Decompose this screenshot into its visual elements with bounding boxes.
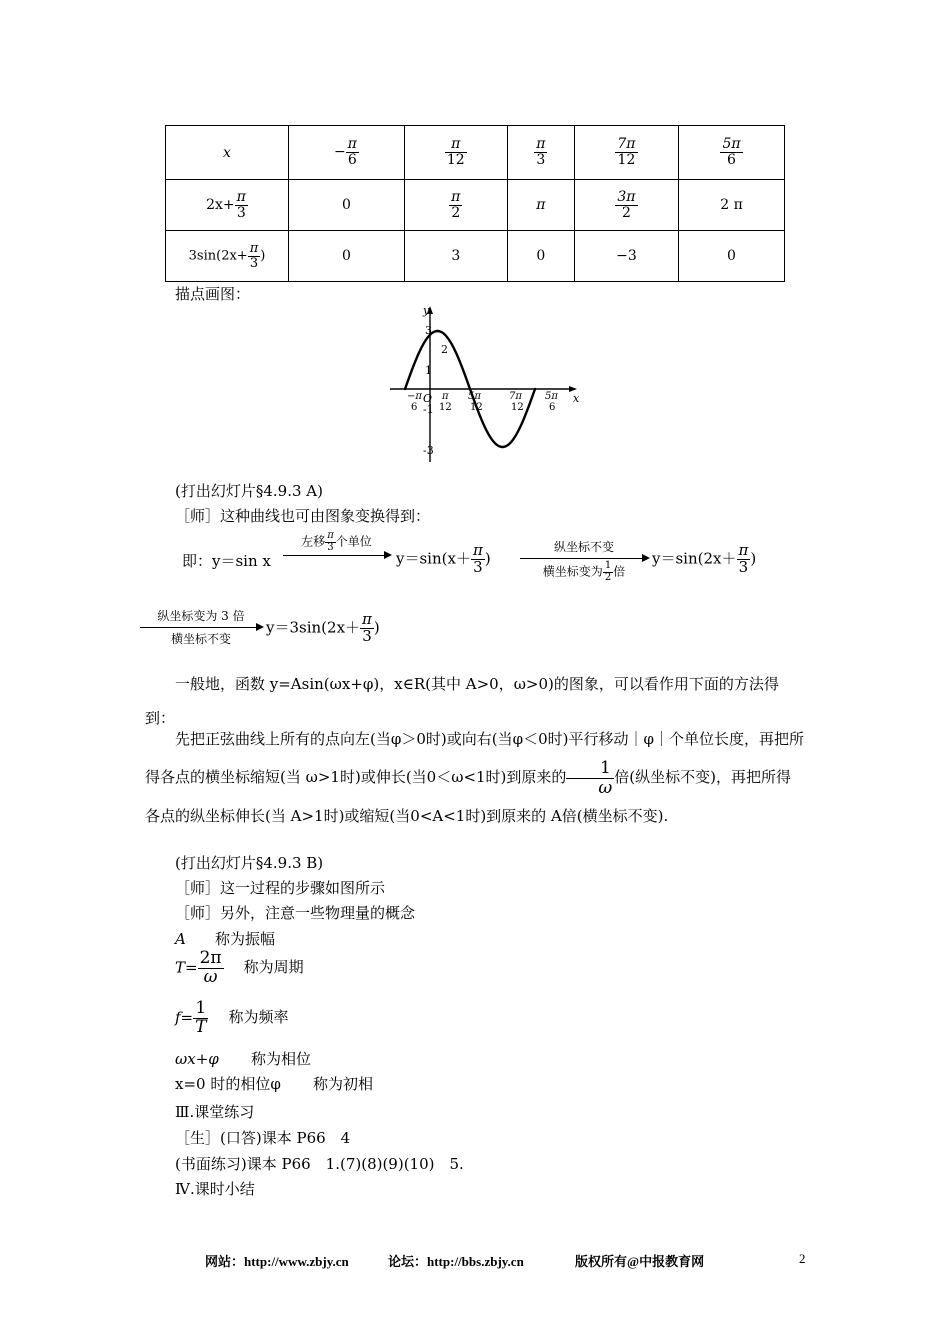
transform-arrow-3: 纵坐标变为 3 倍 横坐标不变 bbox=[140, 607, 262, 647]
footer-copyright: 版权所有@中报教育网 bbox=[575, 1254, 705, 1269]
section-3-heading: Ⅲ.课堂练习 bbox=[175, 1103, 255, 1121]
table-cell: −3 bbox=[574, 231, 678, 282]
table-cell: π bbox=[507, 180, 574, 231]
table-cell: 2x+ $\frac{\pi}{3}$ bbox=[166, 180, 289, 231]
table-cell: 0 bbox=[289, 180, 405, 231]
table-cell: $\frac{\pi}{2}$ bbox=[404, 180, 507, 231]
origin-label: O bbox=[423, 392, 433, 405]
initial-phase-def: x=0 时的相位φ 称为初相 bbox=[175, 1075, 374, 1093]
x-axis-label: x bbox=[573, 392, 580, 405]
transform-lead: 即：y＝sin x bbox=[182, 552, 271, 570]
teacher-line-2: ［师］这一过程的步骤如图所示 bbox=[175, 879, 386, 897]
teacher-line-1: ［师］这种曲线也可由图象变换得到： bbox=[175, 507, 431, 525]
y-tick-label: -3 bbox=[423, 444, 434, 457]
transform-arrow-1: 左移 $\frac{\pi}{3}$ 个单位 bbox=[283, 531, 390, 556]
y-tick-label: 2 bbox=[441, 343, 448, 356]
teacher-line-3: ［师］另外，注意一些物理量的概念 bbox=[175, 904, 416, 922]
footer-site: 网站：http://www.zbjy.cn bbox=[205, 1254, 349, 1269]
table-cell: 2 π bbox=[679, 180, 785, 231]
plot-caption: 描点画图： bbox=[175, 285, 251, 303]
x-tick-label: 12 bbox=[439, 402, 452, 413]
oral-exercise: ［生］(口答)课本 P66 4 bbox=[175, 1129, 351, 1147]
table-row bbox=[166, 180, 785, 231]
table-cell: x bbox=[166, 126, 289, 180]
frequency-def: f= $\frac{1}{T}$ 称为频率 bbox=[175, 998, 289, 1037]
transform-arrow-2: 纵坐标不变 横坐标变为 $\frac{1}{2}$ 倍 bbox=[520, 538, 648, 583]
y-tick-label: 3 bbox=[425, 324, 432, 337]
curve-point bbox=[501, 446, 503, 448]
y-tick-label: 1 bbox=[425, 364, 432, 377]
curve-point bbox=[534, 388, 536, 390]
table-cell: 3sin(2x+ $\frac{\pi}{3}$ ) bbox=[166, 231, 289, 282]
general-paragraph-1: 一般地，函数 y=Asin(ωx+φ)，x∈R(其中 A>0，ω>0)的图象，可以看作用下面的方法得到： bbox=[145, 675, 779, 727]
y-tick-label: -1 bbox=[423, 403, 434, 416]
x-tick-label: 7π bbox=[509, 391, 522, 402]
sine-graph bbox=[385, 302, 585, 467]
table-cell: $\frac{\pi}{3}$ bbox=[507, 126, 574, 180]
footer-forum: 论坛：http://bbs.zbjy.cn bbox=[388, 1254, 524, 1269]
table-cell: 0 bbox=[507, 231, 574, 282]
curve-point bbox=[436, 330, 438, 332]
table-cell: $\frac{\pi}{12}$ bbox=[404, 126, 507, 180]
x-tick-label: 5π bbox=[545, 391, 558, 402]
x-tick-label: 6 bbox=[411, 402, 418, 413]
table-cell: $\frac{3\pi}{2}$ bbox=[574, 180, 678, 231]
y-axis-label: y bbox=[423, 304, 430, 317]
table-row bbox=[166, 126, 785, 180]
phase-def: ωx+φ 称为相位 bbox=[175, 1050, 312, 1068]
x-tick-label: −π bbox=[407, 391, 422, 402]
page-number: 2 bbox=[799, 1251, 806, 1266]
curve-point bbox=[469, 388, 471, 390]
transform-step-3: y＝sin(2x＋ $\frac{\pi}{3}$ ) bbox=[652, 541, 757, 576]
slide-a: (打出幻灯片§4.9.3 A) bbox=[175, 482, 323, 500]
table-cell: $\frac{5\pi}{6}$ bbox=[679, 126, 785, 180]
x-tick-label: 12 bbox=[511, 402, 524, 413]
table-cell: 0 bbox=[289, 231, 405, 282]
x-tick-label: 5π bbox=[468, 391, 481, 402]
section-4-heading: Ⅳ.课时小结 bbox=[175, 1180, 255, 1198]
table-cell: − $\frac{\pi}{6}$ bbox=[289, 126, 405, 180]
value-table bbox=[165, 125, 785, 282]
general-paragraph-2: 先把正弦曲线上所有的点向左(当φ＞0时)或向右(当φ＜0时)平行移动｜φ｜个单位长度，再把所得各点的横坐标缩短(当 ω>1时)或伸长(当0＜ω<1时)到原来的 $\frac{1}{\omega}$ 倍(纵坐标不变)，再把所得各点的纵坐标伸长(当 A>1时)或缩短(当0<A<1时)到原来的 A倍(横坐标不变). bbox=[145, 730, 805, 826]
table-row bbox=[166, 231, 785, 282]
table-cell: $\frac{7\pi}{12}$ bbox=[574, 126, 678, 180]
amplitude-def: A 称为振幅 bbox=[175, 930, 276, 948]
transform-step-4: y＝3sin(2x＋ $\frac{\pi}{3}$ ) bbox=[266, 610, 380, 645]
x-tick-label: 12 bbox=[470, 402, 483, 413]
period-def: T= $\frac{2\pi}{\omega}$ 称为周期 bbox=[175, 948, 304, 987]
x-tick-label: 6 bbox=[549, 402, 556, 413]
curve-point bbox=[404, 388, 406, 390]
written-exercise: (书面练习)课本 P66 1.(7)(8)(9)(10) 5. bbox=[175, 1155, 464, 1173]
x-tick-label: π bbox=[442, 391, 449, 402]
table-cell: 3 bbox=[404, 231, 507, 282]
transform-step-2: y＝sin(x＋ $\frac{\pi}{3}$ ) bbox=[396, 541, 491, 576]
slide-b: (打出幻灯片§4.9.3 B) bbox=[175, 854, 324, 872]
table-cell: 0 bbox=[679, 231, 785, 282]
